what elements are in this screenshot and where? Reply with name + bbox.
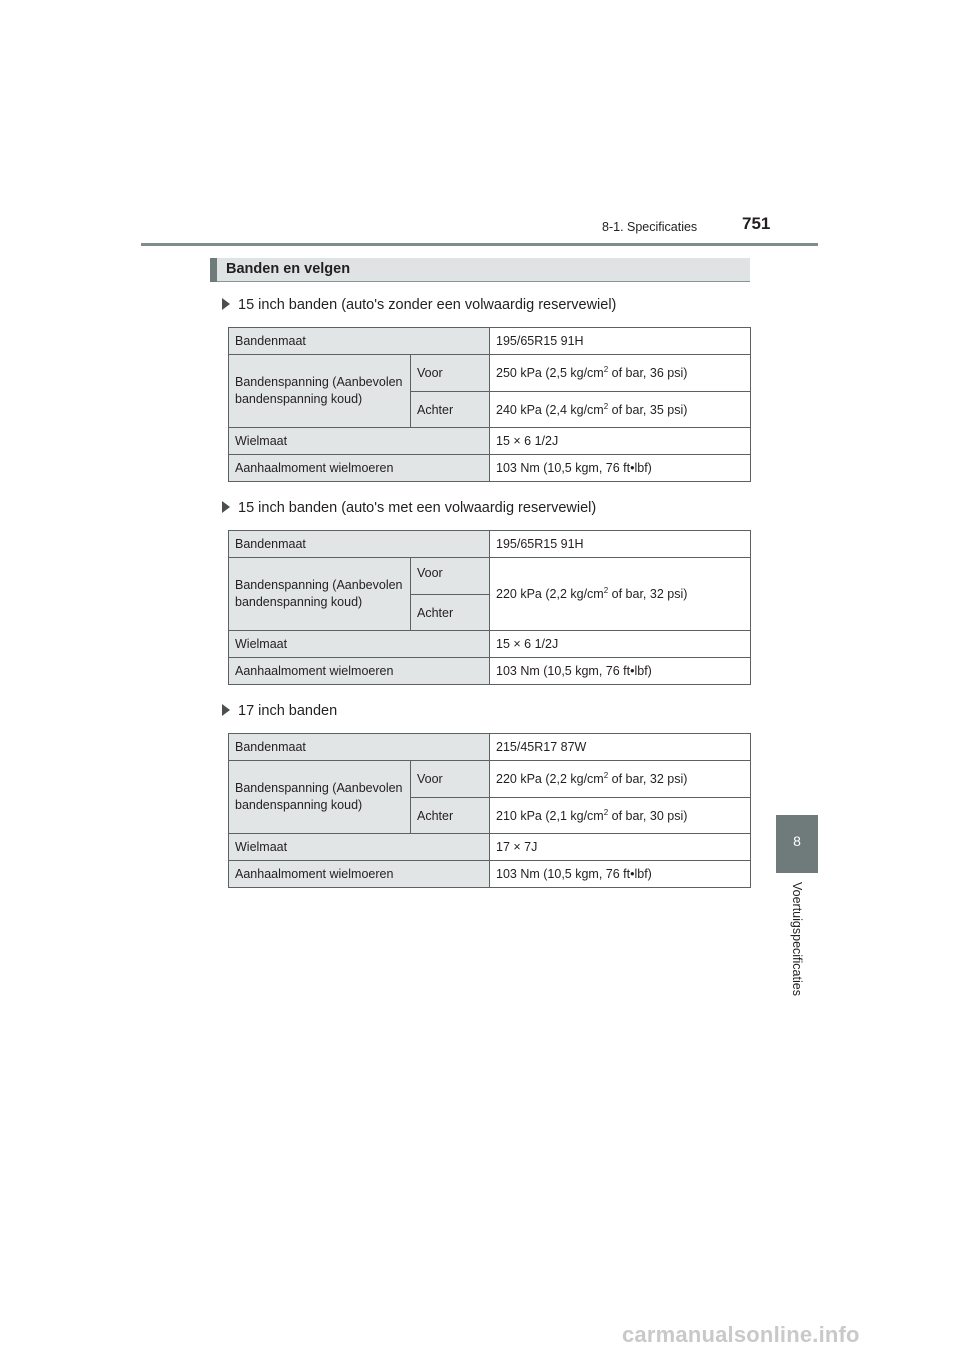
size-value: 195/65R15 91H <box>490 531 751 558</box>
rear-label: Achter <box>411 595 490 631</box>
table-row <box>229 328 751 355</box>
page-number: 751 <box>742 214 771 233</box>
section-heading-accent <box>210 258 217 282</box>
header-divider <box>141 243 818 246</box>
table-row <box>229 734 751 761</box>
rim-label: Wielmaat <box>229 631 490 658</box>
table-row <box>229 455 751 482</box>
front-label: Voor <box>411 355 490 392</box>
rear-pressure-value: 240 kPa (2,4 $kg/cm^2$ of bar, 35 psi) <box>490 392 751 428</box>
front-pressure-value: 250 kPa (2,5 $kg/cm^2$ of bar, 36 psi) <box>490 355 751 392</box>
table-row <box>229 428 751 455</box>
torque-label: Aanhaalmoment wielmoeren <box>229 455 490 482</box>
section-heading-bar <box>210 258 750 282</box>
tire-spec-table-3 <box>228 733 751 888</box>
rim-value: 17 × 7J <box>490 834 751 861</box>
torque-value: 103 Nm (10,5 kgm, 76 ft•lbf) <box>490 455 751 482</box>
rim-value: 15 × 6 1/2J <box>490 428 751 455</box>
tire-spec-table-2 <box>228 530 751 685</box>
chapter-tab: 8 <box>776 815 818 873</box>
shared-pressure-value: 220 kPa (2,2 $kg/cm^2$ of bar, 32 psi) <box>490 558 751 631</box>
table-3-subtitle: 17 inch banden <box>222 703 337 719</box>
table-row <box>229 658 751 685</box>
torque-label: Aanhaalmoment wielmoeren <box>229 658 490 685</box>
rim-label: Wielmaat <box>229 834 490 861</box>
rim-label: Wielmaat <box>229 428 490 455</box>
front-label: Voor <box>411 558 490 595</box>
torque-value: 103 Nm (10,5 kgm, 76 ft•lbf) <box>490 658 751 685</box>
header-section-title: 8-1. Specificaties <box>602 220 698 234</box>
size-value: 215/45R17 87W <box>490 734 751 761</box>
pressure-label: Bandenspanning (Aanbevolen bandenspanning koud) <box>229 355 411 428</box>
size-label: Bandenmaat <box>229 328 490 355</box>
rear-pressure-value: 210 kPa (2,1 $kg/cm^2$ of bar, 30 psi) <box>490 798 751 834</box>
front-label: Voor <box>411 761 490 798</box>
size-label: Bandenmaat <box>229 531 490 558</box>
arrow-right-icon <box>222 501 230 513</box>
table-2-subtitle: 15 inch banden (auto's met een volwaardig reservewiel) <box>222 500 596 516</box>
pressure-label: Bandenspanning (Aanbevolen bandenspanning koud) <box>229 558 411 631</box>
table-row <box>229 355 751 392</box>
chapter-tab-label: Voertuigspecificaties <box>790 882 804 996</box>
rim-value: 15 × 6 1/2J <box>490 631 751 658</box>
table-row <box>229 558 751 595</box>
rear-label: Achter <box>411 798 490 834</box>
arrow-right-icon <box>222 704 230 716</box>
table-row <box>229 531 751 558</box>
front-pressure-value: 220 kPa (2,2 $kg/cm^2$ of bar, 32 psi) <box>490 761 751 798</box>
pressure-label: Bandenspanning (Aanbevolen bandenspanning koud) <box>229 761 411 834</box>
table-row <box>229 834 751 861</box>
tire-spec-table-1 <box>228 327 751 482</box>
arrow-right-icon <box>222 298 230 310</box>
rear-label: Achter <box>411 392 490 428</box>
torque-value: 103 Nm (10,5 kgm, 76 ft•lbf) <box>490 861 751 888</box>
size-value: 195/65R15 91H <box>490 328 751 355</box>
watermark-text: carmanualsonline.info <box>622 1322 860 1347</box>
table-row <box>229 761 751 798</box>
table-1-subtitle: 15 inch banden (auto's zonder een volwaardig reservewiel) <box>222 297 616 313</box>
section-heading-title: Banden en velgen <box>226 261 351 277</box>
size-label: Bandenmaat <box>229 734 490 761</box>
table-row <box>229 861 751 888</box>
table-row <box>229 631 751 658</box>
torque-label: Aanhaalmoment wielmoeren <box>229 861 490 888</box>
